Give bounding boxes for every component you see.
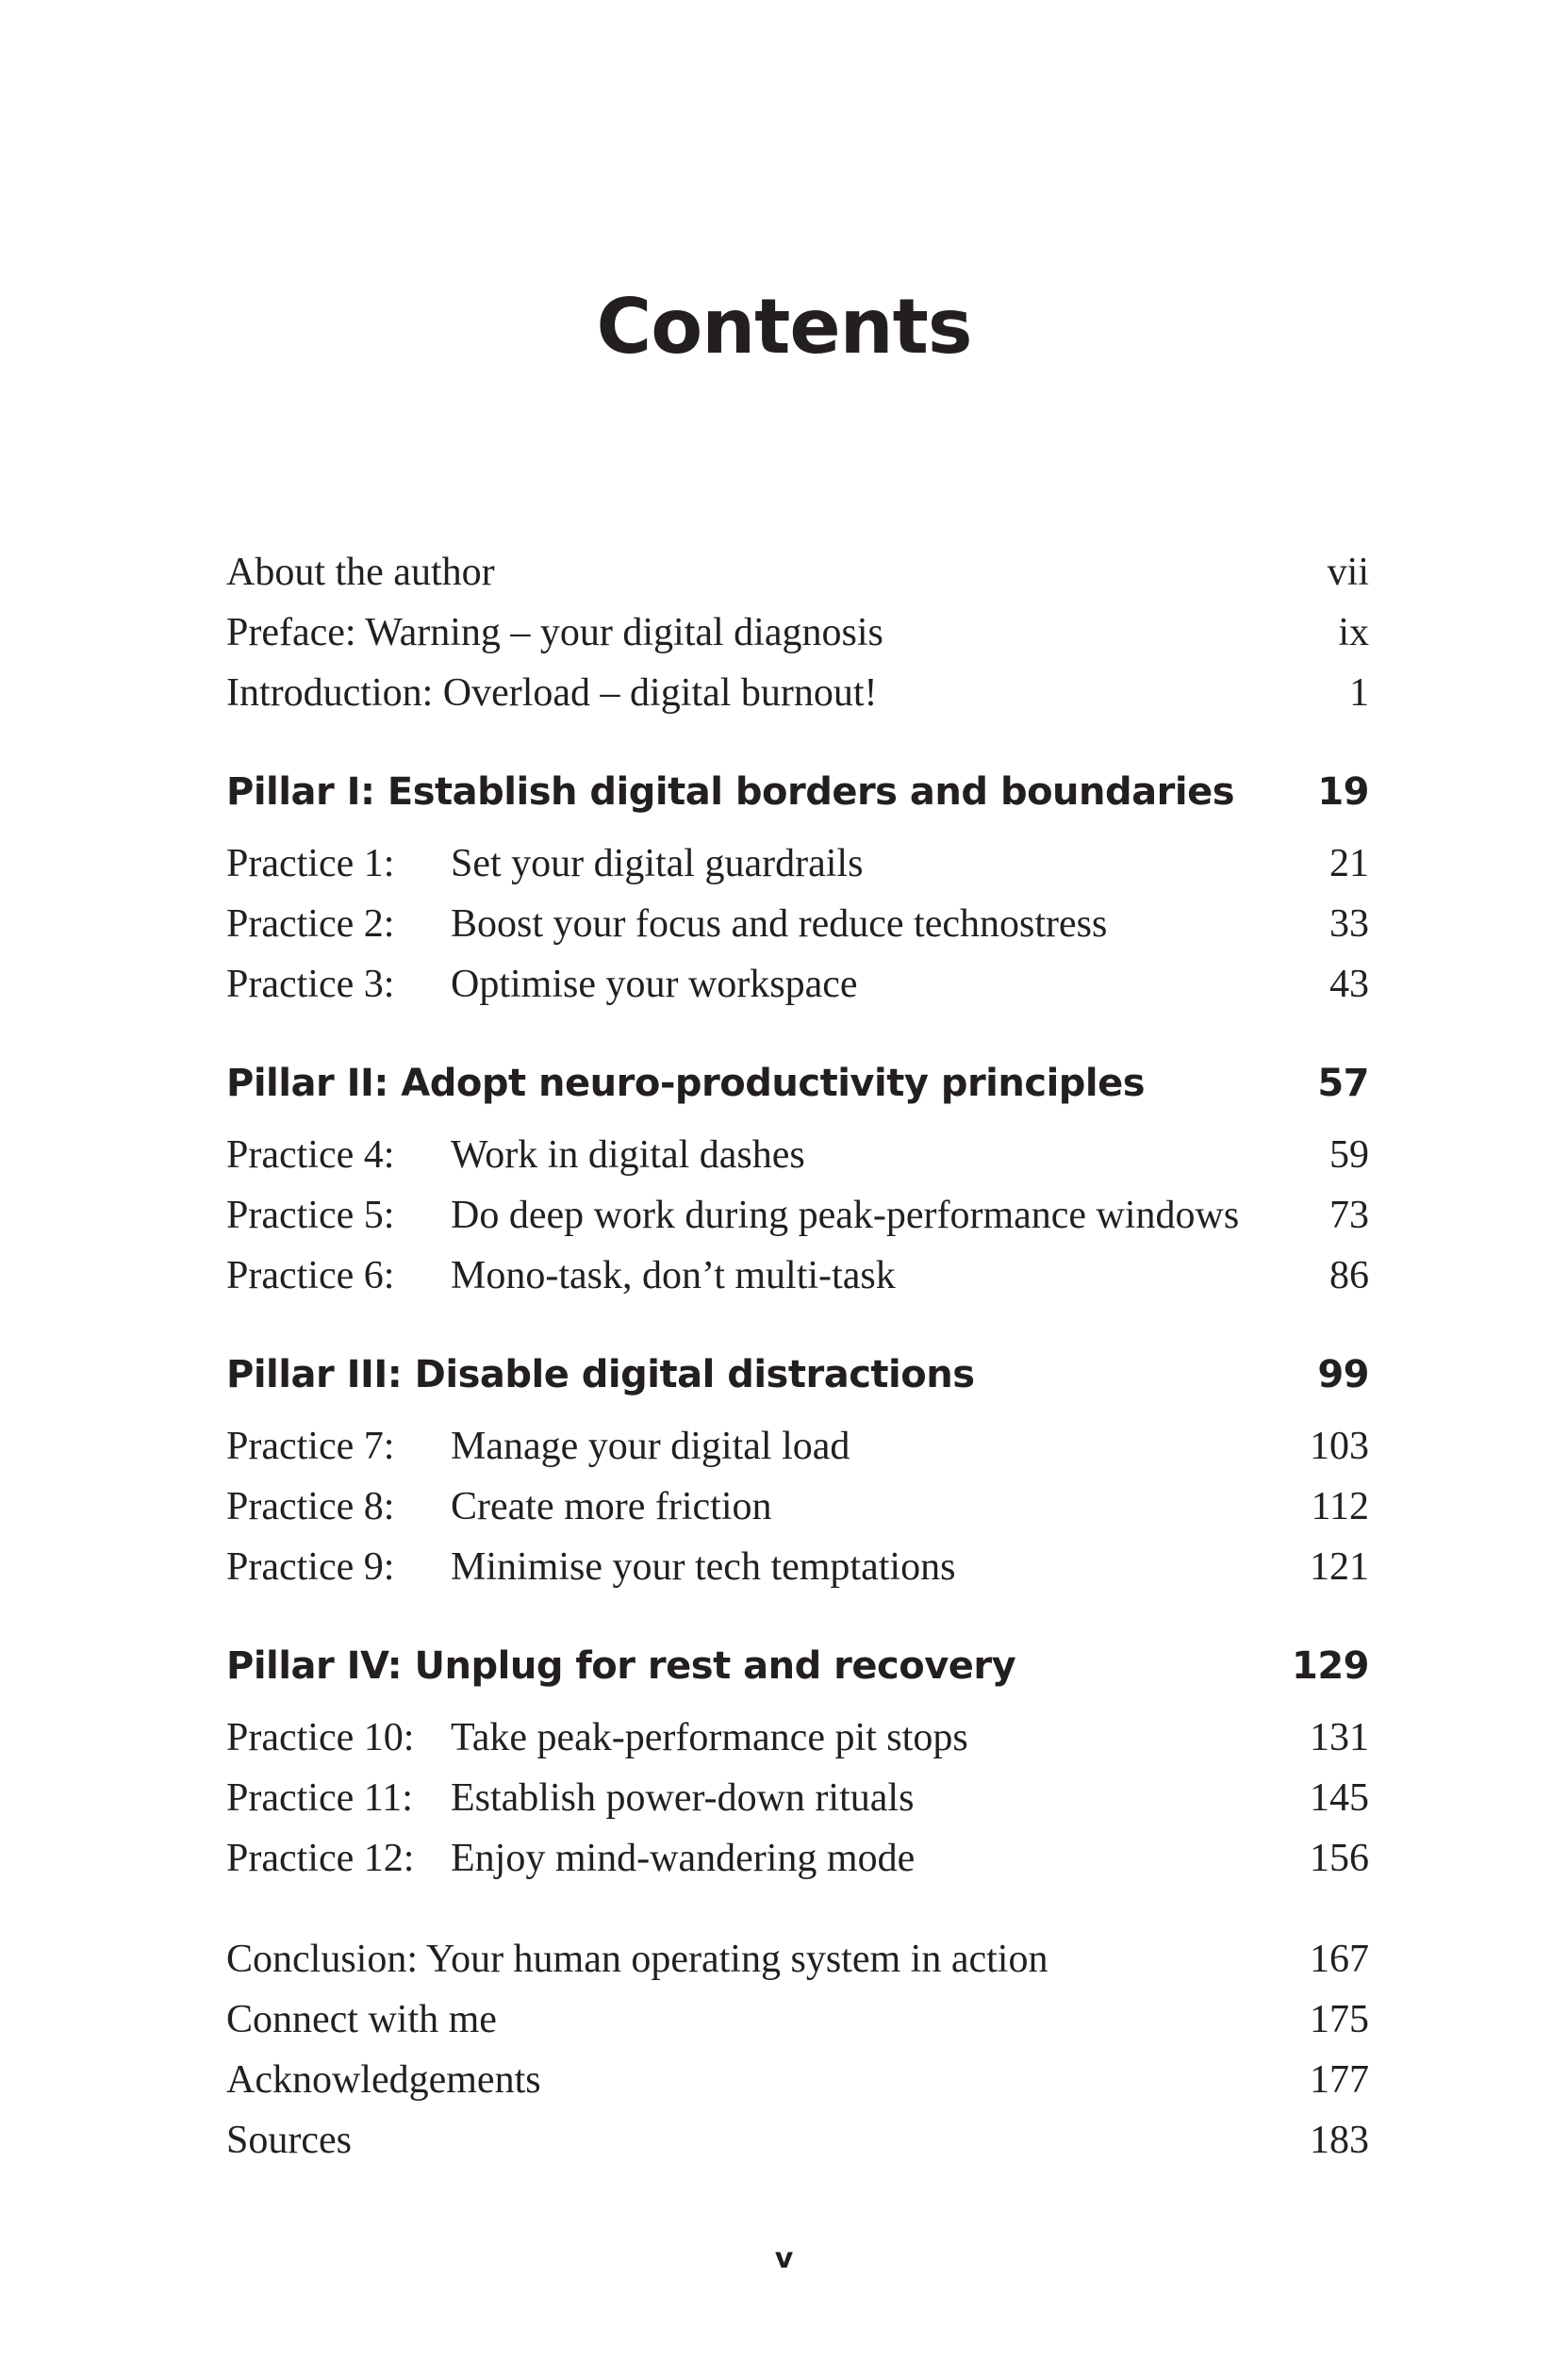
toc-entry-practice[interactable] — [226, 1477, 1369, 1537]
practice-title: Boost your focus and reduce technostress — [451, 902, 1108, 946]
entry-label: About the author — [226, 551, 495, 594]
pillar-title: Pillar I: Establish digital borders and boundaries — [226, 770, 1235, 814]
practice-number: Practice 1: — [226, 842, 395, 885]
entry-label: Introduction: Overload – digital burnout! — [226, 671, 878, 715]
toc-entry-practice[interactable] — [226, 1246, 1369, 1306]
entry-page: 145 — [1310, 1776, 1369, 1820]
pillar-heading-4[interactable] — [226, 1636, 1369, 1696]
entry-page: 177 — [1310, 2058, 1369, 2102]
entry-page: 167 — [1310, 1938, 1369, 1981]
entry-page: 183 — [1310, 2119, 1369, 2162]
entry-page: 43 — [1329, 963, 1369, 1006]
practice-title: Optimise your workspace — [451, 963, 858, 1006]
pillar-heading-3[interactable] — [226, 1345, 1369, 1405]
practice-number: Practice 9: — [226, 1545, 395, 1589]
toc-entry-practice[interactable] — [226, 1125, 1369, 1185]
toc-entry-sources[interactable] — [226, 2110, 1369, 2171]
practice-number: Practice 5: — [226, 1194, 395, 1237]
practice-number: Practice 12: — [226, 1837, 415, 1880]
practice-number: Practice 8: — [226, 1485, 395, 1528]
practice-title: Manage your digital load — [451, 1425, 850, 1468]
pillar-heading-1[interactable] — [226, 762, 1369, 822]
toc-entry-practice[interactable] — [226, 1185, 1369, 1246]
entry-page: 175 — [1310, 1998, 1369, 2041]
practice-title: Minimise your tech temptations — [451, 1545, 956, 1589]
toc-entry-practice[interactable] — [226, 1537, 1369, 1597]
entry-page: 86 — [1329, 1254, 1369, 1297]
practice-number: Practice 11: — [226, 1776, 413, 1820]
toc-entry-about-author[interactable] — [226, 542, 1369, 603]
toc-entry-practice[interactable] — [226, 954, 1369, 1015]
toc-entry-practice[interactable] — [226, 1708, 1369, 1768]
pillar-title: Pillar IV: Unplug for rest and recovery — [226, 1644, 1016, 1688]
entry-label: Preface: Warning – your digital diagnosis — [226, 611, 883, 654]
practice-number: Practice 3: — [226, 963, 395, 1006]
entry-page: vii — [1327, 551, 1369, 594]
entry-label: Connect with me — [226, 1998, 497, 2041]
pillar-title: Pillar III: Disable digital distractions — [226, 1353, 975, 1396]
entry-page: 156 — [1310, 1837, 1369, 1880]
toc-entry-practice[interactable] — [226, 834, 1369, 894]
practice-number: Practice 4: — [226, 1133, 395, 1177]
practice-number: Practice 7: — [226, 1425, 395, 1468]
practice-number: Practice 10: — [226, 1716, 415, 1759]
practice-number: Practice 2: — [226, 902, 395, 946]
practice-title: Do deep work during peak-performance windows — [451, 1194, 1240, 1237]
practice-title: Take peak-performance pit stops — [451, 1716, 968, 1759]
practice-title: Set your digital guardrails — [451, 842, 864, 885]
pillar-page: 129 — [1292, 1644, 1369, 1688]
pillar-title: Pillar II: Adopt neuro-productivity principles — [226, 1062, 1146, 1105]
entry-label: Sources — [226, 2119, 352, 2162]
practice-title: Work in digital dashes — [451, 1133, 805, 1177]
pillar-heading-2[interactable] — [226, 1053, 1369, 1114]
entry-label: Acknowledgements — [226, 2058, 541, 2102]
entry-page: 73 — [1329, 1194, 1369, 1237]
practice-number: Practice 6: — [226, 1254, 395, 1297]
entry-page: 33 — [1329, 902, 1369, 946]
page-title: Contents — [596, 283, 972, 371]
entry-label: Conclusion: Your human operating system in action — [226, 1938, 1048, 1981]
toc-entry-preface[interactable] — [226, 603, 1369, 663]
entry-page: 121 — [1310, 1545, 1369, 1589]
toc-entry-practice[interactable] — [226, 894, 1369, 954]
entry-page: 59 — [1329, 1133, 1369, 1177]
practice-title: Establish power-down rituals — [451, 1776, 915, 1820]
practice-title: Enjoy mind-wandering mode — [451, 1837, 916, 1880]
entry-page: 131 — [1310, 1716, 1369, 1759]
toc-entry-connect[interactable] — [226, 1989, 1369, 2050]
pillar-page: 57 — [1317, 1062, 1369, 1105]
entry-page: 1 — [1349, 671, 1369, 715]
table-of-contents — [226, 542, 1369, 2171]
entry-page: 103 — [1310, 1425, 1369, 1468]
toc-entry-conclusion[interactable] — [226, 1929, 1369, 1989]
pillar-page: 19 — [1317, 770, 1369, 814]
entry-page: 21 — [1329, 842, 1369, 885]
page-number: v — [774, 2242, 794, 2275]
toc-entry-acknowledgements[interactable] — [226, 2050, 1369, 2110]
toc-entry-practice[interactable] — [226, 1768, 1369, 1828]
toc-entry-introduction[interactable] — [226, 663, 1369, 723]
practice-title: Mono-task, don’t multi-task — [451, 1254, 896, 1297]
entry-page: ix — [1338, 611, 1369, 654]
pillar-page: 99 — [1317, 1353, 1369, 1396]
entry-page: 112 — [1311, 1485, 1369, 1528]
toc-entry-practice[interactable] — [226, 1828, 1369, 1889]
toc-entry-practice[interactable] — [226, 1416, 1369, 1477]
practice-title: Create more friction — [451, 1485, 772, 1528]
